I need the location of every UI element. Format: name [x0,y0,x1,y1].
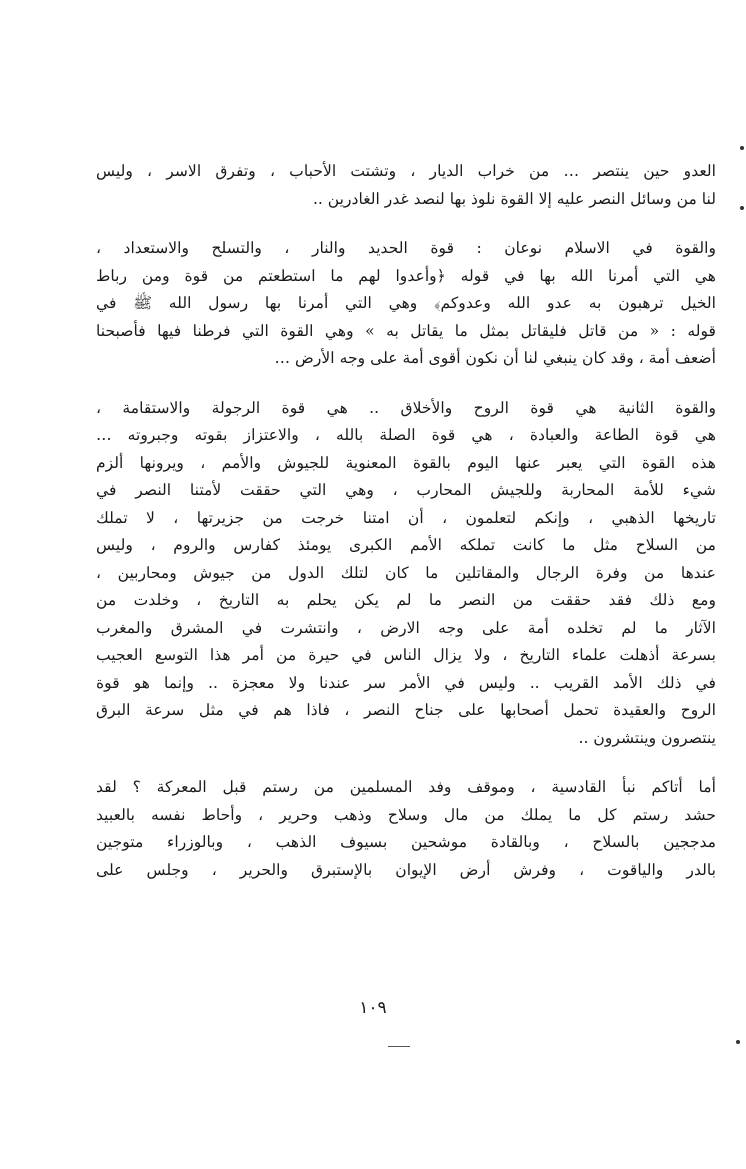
text-line: الروح والعقيدة تحمل أصحابها على جناح النصر ، فاذا هم في مثل سرعة البرق [96,701,716,719]
text-line: العدو حين ينتصر … من خراب الديار ، وتشتت الأحباب ، وتفرق الاسر ، وليس [96,162,716,180]
body-text [96,158,716,906]
text-line: الآثار ما لم تخلده أمة على وجه الارض ، وانتشرت في المشرق والمغرب [96,618,716,637]
text-line: هي قوة الطاعة والعبادة ، هي قوة الصلة بالله ، والاعتزاز بقوته وجبروته … [96,426,716,444]
text-line: شيء للأمة المحاربة وللجيش المحارب ، وهي التي حققت لأمتنا النصر في [96,481,716,499]
text-line: في ذلك الأمد القريب .. وليس في الأمر سر عندنا ولا معجزة .. وإنما هو قوة [96,673,716,692]
text-line: حشد رستم كل ما يملك من مال وسلاح وذهب وحرير ، وأحاط نفسه بالعبيد [96,805,716,824]
paragraph [96,158,716,213]
footer-rule [388,1046,410,1047]
text-line: بسرعة أذهلت علماء التاريخ ، ولا يزال الناس في حيرة من أمر هذا التوسع العجيب [96,646,716,664]
margin-mark [740,146,744,150]
text-line: والقوة الثانية هي قوة الروح والأخلاق .. هي قوة الرجولة والاستقامة ، [96,398,716,417]
text-line: تاريخها الذهبي ، وإنكم لتعلمون ، أن امتنا خرجت من جزيرتها ، لا تملك [96,508,716,527]
text-line: ينتصرون وينتشرون .. [578,728,716,747]
text-line: ومع ذلك فقد حققت من النصر ما لم يكن يحلم به التاريخ ، وخلدت من [96,591,716,609]
paragraph [96,235,716,373]
page-number: ١٠٩ [359,998,387,1018]
text-line: من السلاح مثل ما كانت تملكه الأمم الكبرى يومئذ كفارس والروم ، وليس [96,536,716,554]
paragraph [96,774,716,884]
text-line: عندها من وفرة الرجال والمقاتلين ما كان لتلك الدول من جيوش ومحاربين ، [96,563,716,582]
text-line: مدججين بالسلاح ، وبالقادة موشحين بسيوف الذهب ، وبالوزراء متوجين [96,833,716,851]
text-line: بالدر والياقوت ، وفرش أرض الإيوان بالإستبرق والحرير ، وجلس على [96,860,716,879]
text-line: هذه القوة التي يعبر عنها اليوم بالقوة المعنوية للجيوش والأمم ، ويرونها ألزم [96,453,716,472]
text-line: أضعف أمة ، وقد كان ينبغي لنا أن نكون أقوى أمة على وجه الأرض … [274,349,716,367]
text-line: قوله : « من قاتل فليقاتل بمثل ما يقاتل به » وهي القوة التي فرطنا فيها فأصبحنا [96,321,716,340]
text-line: أما أتاكم نبأ القادسية ، وموقف وفد المسلمين من رستم قبل المعركة ؟ لقد [96,778,716,796]
margin-mark [736,1040,740,1044]
text-line: لنا من وسائل النصر عليه إلا القوة نلوذ بها لنصد غدر الغادرين .. [312,189,716,208]
paragraph [96,395,716,753]
text-line: هي التي أمرنا الله بها في قوله ﴿وأعدوا لهم ما استطعتم من قوة ومن رباط [96,266,716,285]
margin-mark [740,206,744,210]
text-line: والقوة في الاسلام نوعان : قوة الحديد والنار ، والتسلح والاستعداد ، [96,239,716,257]
text-line: الخيل ترهبون به عدو الله وعدوكم﴾ وهي التي أمرنا بها رسول الله ﷺ في [96,294,716,312]
